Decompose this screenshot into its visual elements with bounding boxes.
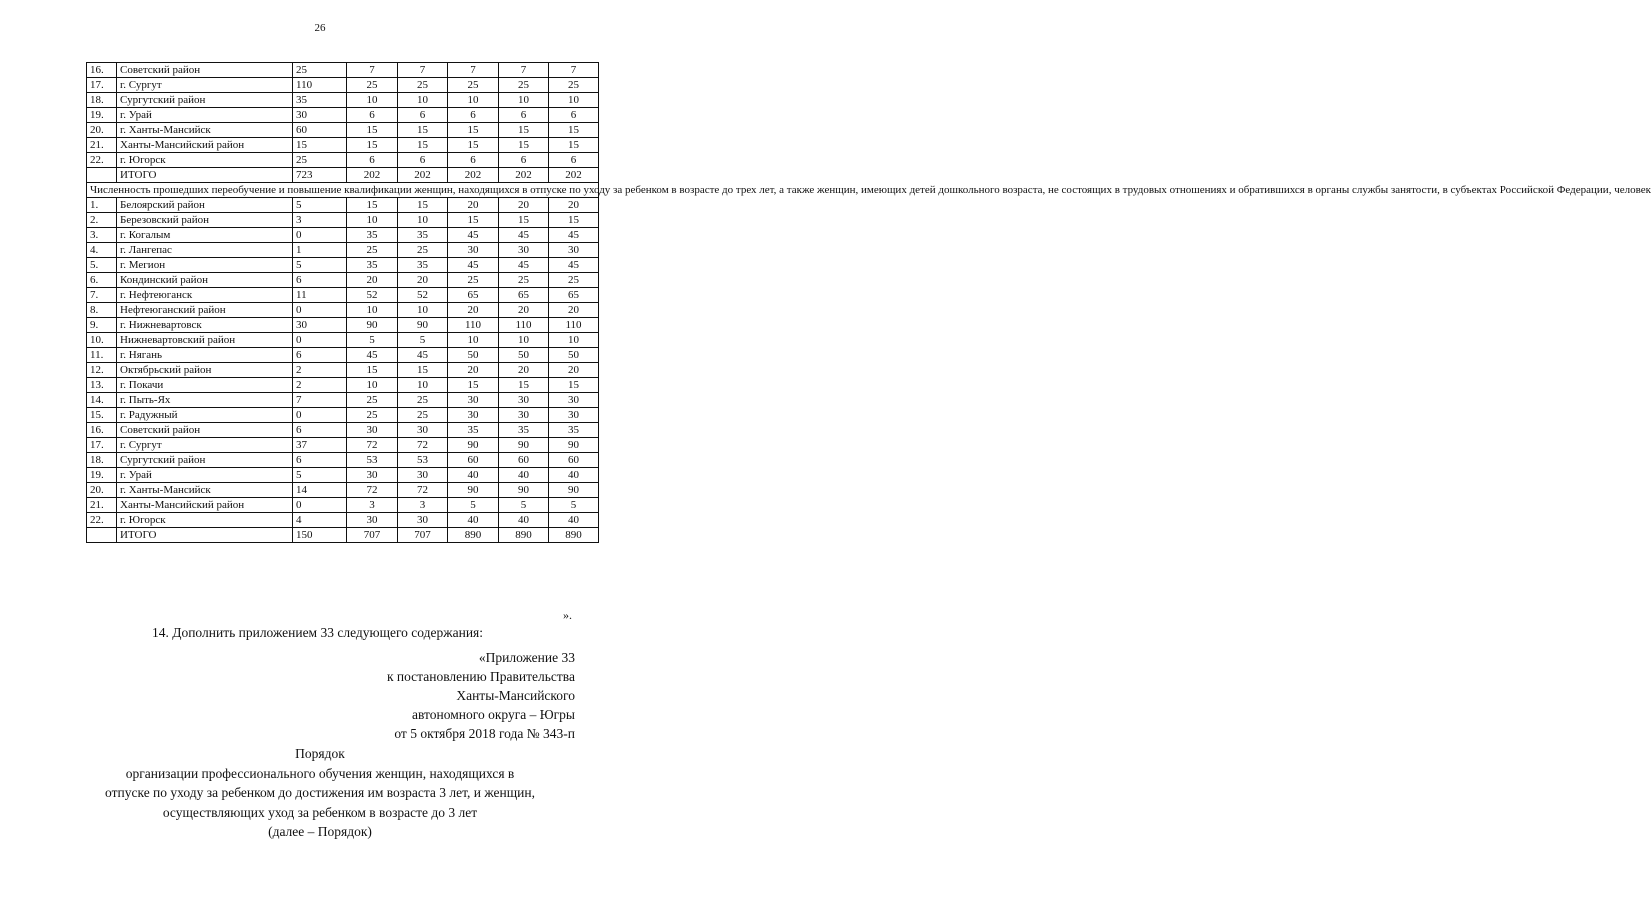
value-cell: 15 (499, 213, 549, 228)
value-cell: 707 (398, 528, 448, 543)
table-row (87, 108, 599, 123)
value-cell: 30 (499, 243, 549, 258)
region-name-cell: ИТОГО (117, 528, 293, 543)
value-cell: 30 (549, 393, 599, 408)
value-cell: 30 (347, 423, 398, 438)
table-row (87, 213, 599, 228)
row-number-cell: 8. (87, 303, 117, 318)
value-cell: 60 (499, 453, 549, 468)
value-cell: 10 (398, 378, 448, 393)
value-cell: 1 (293, 243, 347, 258)
row-number-cell: 18. (87, 93, 117, 108)
table-row (87, 273, 599, 288)
appendix-line: к постановлению Правительства (386, 669, 575, 684)
value-cell: 65 (448, 288, 499, 303)
value-cell: 20 (448, 303, 499, 318)
row-number-cell: 2. (87, 213, 117, 228)
value-cell: 10 (448, 333, 499, 348)
value-cell: 7 (347, 63, 398, 78)
title-line: организации профессионального обучения женщин, находящихся в (125, 765, 515, 781)
value-cell: 11 (293, 288, 347, 303)
value-cell: 15 (293, 138, 347, 153)
value-cell: 25 (549, 273, 599, 288)
value-cell: 35 (293, 93, 347, 108)
value-cell: 35 (549, 423, 599, 438)
value-cell: 35 (347, 258, 398, 273)
row-number-cell: 1. (87, 198, 117, 213)
table-row (87, 393, 599, 408)
value-cell: 6 (499, 108, 549, 123)
table-row (87, 333, 599, 348)
value-cell: 7 (293, 393, 347, 408)
value-cell: 20 (448, 363, 499, 378)
table-row (87, 303, 599, 318)
row-number-cell (87, 168, 117, 183)
table-row (87, 498, 599, 513)
value-cell: 15 (448, 213, 499, 228)
value-cell: 45 (499, 228, 549, 243)
value-cell: 15 (549, 378, 599, 393)
value-cell: 6 (293, 273, 347, 288)
value-cell: 10 (347, 303, 398, 318)
value-cell: 3 (398, 498, 448, 513)
value-cell: 10 (347, 378, 398, 393)
value-cell: 20 (549, 303, 599, 318)
value-cell: 20 (448, 198, 499, 213)
region-name-cell: г. Когалым (117, 228, 293, 243)
value-cell: 90 (549, 483, 599, 498)
appendix-line: автономного округа – Югры (412, 707, 575, 722)
statistics-table (86, 62, 1651, 543)
table-row (87, 408, 599, 423)
value-cell: 45 (549, 258, 599, 273)
value-cell: 90 (347, 318, 398, 333)
region-name-cell: г. Ханты-Мансийск (117, 483, 293, 498)
row-number-cell: 9. (87, 318, 117, 333)
appendix-header (275, 648, 575, 743)
title-line: (далее – Порядок) (268, 824, 372, 839)
row-number-cell: 7. (87, 288, 117, 303)
region-name-cell: Советский район (117, 63, 293, 78)
region-name-cell: Нефтеюганский район (117, 303, 293, 318)
value-cell: 25 (347, 78, 398, 93)
value-cell: 65 (499, 288, 549, 303)
value-cell: 25 (293, 63, 347, 78)
value-cell: 890 (499, 528, 549, 543)
value-cell: 6 (448, 153, 499, 168)
value-cell: 10 (499, 333, 549, 348)
value-cell: 6 (499, 153, 549, 168)
value-cell: 90 (448, 483, 499, 498)
value-cell: 0 (293, 333, 347, 348)
value-cell: 10 (398, 213, 448, 228)
value-cell: 15 (347, 198, 398, 213)
value-cell: 15 (398, 123, 448, 138)
table-row (87, 468, 599, 483)
value-cell: 72 (398, 438, 448, 453)
value-cell: 45 (448, 258, 499, 273)
value-cell: 25 (448, 273, 499, 288)
region-name-cell: г. Сургут (117, 78, 293, 93)
value-cell: 30 (448, 243, 499, 258)
table-row (87, 453, 599, 468)
value-cell: 60 (293, 123, 347, 138)
region-name-cell: г. Югорск (117, 153, 293, 168)
row-number-cell: 11. (87, 348, 117, 363)
value-cell: 15 (448, 123, 499, 138)
value-cell: 35 (499, 423, 549, 438)
value-cell: 6 (398, 153, 448, 168)
value-cell: 150 (293, 528, 347, 543)
value-cell: 35 (448, 423, 499, 438)
row-number-cell: 17. (87, 438, 117, 453)
value-cell: 30 (347, 468, 398, 483)
region-name-cell: Белоярский район (117, 198, 293, 213)
value-cell: 90 (499, 438, 549, 453)
value-cell: 25 (347, 408, 398, 423)
value-cell: 20 (499, 303, 549, 318)
value-cell: 25 (499, 78, 549, 93)
value-cell: 5 (398, 333, 448, 348)
value-cell: 5 (347, 333, 398, 348)
table-row (87, 483, 599, 498)
region-name-cell: г. Лангепас (117, 243, 293, 258)
value-cell: 40 (448, 513, 499, 528)
value-cell: 6 (398, 108, 448, 123)
region-name-cell: Березовский район (117, 213, 293, 228)
value-cell: 10 (448, 93, 499, 108)
value-cell: 707 (347, 528, 398, 543)
value-cell: 15 (347, 363, 398, 378)
row-number-cell: 21. (87, 138, 117, 153)
table-row (87, 318, 599, 333)
value-cell: 40 (549, 513, 599, 528)
value-cell: 10 (398, 93, 448, 108)
value-cell: 20 (398, 273, 448, 288)
value-cell: 40 (499, 468, 549, 483)
table-row (87, 228, 599, 243)
title-line: осуществляющих уход за ребенком в возрасте до 3 лет (162, 804, 478, 820)
value-cell: 30 (448, 408, 499, 423)
region-name-cell: Нижневартовский район (117, 333, 293, 348)
value-cell: 60 (448, 453, 499, 468)
table-bottom-section (87, 198, 599, 543)
value-cell: 30 (347, 513, 398, 528)
row-number-cell: 20. (87, 483, 117, 498)
value-cell: 25 (549, 78, 599, 93)
value-cell: 90 (499, 483, 549, 498)
value-cell: 15 (347, 138, 398, 153)
value-cell: 723 (293, 168, 347, 183)
document-title-block (60, 744, 580, 842)
value-cell: 110 (549, 318, 599, 333)
value-cell: 40 (499, 513, 549, 528)
value-cell: 25 (398, 408, 448, 423)
value-cell: 6 (347, 108, 398, 123)
value-cell: 45 (347, 348, 398, 363)
region-name-cell: г. Мегион (117, 258, 293, 273)
table-row (87, 438, 599, 453)
row-number-cell: 20. (87, 123, 117, 138)
table-row (87, 423, 599, 438)
value-cell: 37 (293, 438, 347, 453)
row-number-cell: 17. (87, 78, 117, 93)
value-cell: 20 (549, 363, 599, 378)
title-line: отпуске по уходу за ребенком до достижения им возраста 3 лет, и женщин, (105, 785, 535, 800)
value-cell: 5 (293, 258, 347, 273)
row-number-cell: 19. (87, 108, 117, 123)
value-cell: 5 (499, 498, 549, 513)
value-cell: 15 (448, 138, 499, 153)
table-row (87, 288, 599, 303)
value-cell: 15 (398, 198, 448, 213)
value-cell: 25 (293, 153, 347, 168)
row-number-cell: 13. (87, 378, 117, 393)
row-number-cell (87, 528, 117, 543)
value-cell: 35 (398, 228, 448, 243)
value-cell: 30 (398, 468, 448, 483)
value-cell: 15 (398, 363, 448, 378)
value-cell: 15 (398, 138, 448, 153)
item-14-text: 14. Дополнить приложением 33 следующего содержания: (152, 625, 484, 640)
value-cell: 5 (293, 198, 347, 213)
appendix-line: «Приложение 33 (478, 650, 575, 665)
value-cell: 15 (549, 123, 599, 138)
region-name-cell: г. Пыть-Ях (117, 393, 293, 408)
table-row (87, 153, 599, 168)
value-cell: 53 (398, 453, 448, 468)
table-row (87, 348, 599, 363)
region-name-cell: г. Сургут (117, 438, 293, 453)
value-cell: 15 (499, 378, 549, 393)
value-cell: 90 (549, 438, 599, 453)
row-number-cell: 12. (87, 363, 117, 378)
value-cell: 90 (448, 438, 499, 453)
value-cell: 7 (398, 63, 448, 78)
region-name-cell: г. Радужный (117, 408, 293, 423)
value-cell: 50 (448, 348, 499, 363)
region-name-cell: Октябрьский район (117, 363, 293, 378)
region-name-cell: Советский район (117, 423, 293, 438)
value-cell: 25 (499, 273, 549, 288)
title-heading: Порядок (295, 746, 345, 761)
appendix-line: от 5 октября 2018 года № 343-п (394, 726, 575, 741)
caption-row (87, 183, 599, 198)
value-cell: 45 (398, 348, 448, 363)
value-cell: 6 (347, 153, 398, 168)
value-cell: 72 (398, 483, 448, 498)
value-cell: 110 (293, 78, 347, 93)
value-cell: 30 (293, 108, 347, 123)
value-cell: 50 (499, 348, 549, 363)
table-row (87, 378, 599, 393)
row-number-cell: 3. (87, 228, 117, 243)
value-cell: 72 (347, 438, 398, 453)
value-cell: 45 (499, 258, 549, 273)
value-cell: 6 (549, 153, 599, 168)
row-number-cell: 10. (87, 333, 117, 348)
row-number-cell: 4. (87, 243, 117, 258)
row-number-cell: 5. (87, 258, 117, 273)
value-cell: 65 (549, 288, 599, 303)
value-cell: 25 (398, 393, 448, 408)
region-name-cell: г. Нижневартовск (117, 318, 293, 333)
value-cell: 202 (347, 168, 398, 183)
value-cell: 45 (549, 228, 599, 243)
value-cell: 40 (448, 468, 499, 483)
value-cell: 53 (347, 453, 398, 468)
region-name-cell: г. Югорск (117, 513, 293, 528)
value-cell: 25 (398, 243, 448, 258)
value-cell: 3 (347, 498, 398, 513)
value-cell: 30 (549, 243, 599, 258)
value-cell: 202 (448, 168, 499, 183)
value-cell: 7 (499, 63, 549, 78)
region-name-cell: г. Нягань (117, 348, 293, 363)
table-row (87, 93, 599, 108)
value-cell: 15 (549, 138, 599, 153)
value-cell: 3 (293, 213, 347, 228)
table-row (87, 123, 599, 138)
region-name-cell: Ханты-Мансийский район (117, 138, 293, 153)
value-cell: 25 (347, 243, 398, 258)
value-cell: 0 (293, 408, 347, 423)
page-number: 26 (314, 22, 326, 34)
row-number-cell: 22. (87, 153, 117, 168)
region-name-cell: ИТОГО (117, 168, 293, 183)
row-number-cell: 22. (87, 513, 117, 528)
row-number-cell: 14. (87, 393, 117, 408)
value-cell: 5 (549, 498, 599, 513)
value-cell: 10 (549, 93, 599, 108)
value-cell: 50 (549, 348, 599, 363)
appendix-line: Ханты-Мансийского (456, 688, 575, 703)
region-name-cell: г. Урай (117, 108, 293, 123)
value-cell: 20 (499, 198, 549, 213)
table-row (87, 513, 599, 528)
value-cell: 6 (293, 423, 347, 438)
value-cell: 90 (398, 318, 448, 333)
row-number-cell: 16. (87, 63, 117, 78)
table-row (87, 138, 599, 153)
table-top-section (87, 63, 599, 183)
value-cell: 52 (347, 288, 398, 303)
value-cell: 202 (499, 168, 549, 183)
value-cell: 6 (448, 108, 499, 123)
row-number-cell: 15. (87, 408, 117, 423)
closing-quote: ». (563, 608, 572, 622)
value-cell: 25 (347, 393, 398, 408)
value-cell: 30 (448, 393, 499, 408)
value-cell: 10 (549, 333, 599, 348)
value-cell: 2 (293, 363, 347, 378)
value-cell: 25 (448, 78, 499, 93)
value-cell: 30 (293, 318, 347, 333)
value-cell: 20 (499, 363, 549, 378)
value-cell: 15 (499, 138, 549, 153)
region-name-cell: г. Урай (117, 468, 293, 483)
value-cell: 30 (499, 393, 549, 408)
region-name-cell: г. Нефтеюганск (117, 288, 293, 303)
value-cell: 60 (549, 453, 599, 468)
value-cell: 30 (398, 513, 448, 528)
value-cell: 0 (293, 228, 347, 243)
value-cell: 6 (549, 108, 599, 123)
value-cell: 2 (293, 378, 347, 393)
value-cell: 110 (499, 318, 549, 333)
table-row (87, 78, 599, 93)
value-cell: 15 (499, 123, 549, 138)
value-cell: 25 (398, 78, 448, 93)
value-cell: 5 (293, 468, 347, 483)
table-caption: Численность прошедших переобучение и повышение квалификации женщин, находящихся в отпуске по уходу за ребенком в возрасте до трех лет, а также женщин, имеющих детей дошкольного возраста, не состоящих в трудовых отношениях и обратившихся в органы службы занятости, в субъектах Российской Федерации, человек (87, 183, 599, 198)
value-cell: 0 (293, 303, 347, 318)
table-row (87, 258, 599, 273)
value-cell: 7 (448, 63, 499, 78)
value-cell: 7 (549, 63, 599, 78)
region-name-cell: Сургутский район (117, 93, 293, 108)
row-number-cell: 16. (87, 423, 117, 438)
value-cell: 35 (398, 258, 448, 273)
value-cell: 15 (347, 123, 398, 138)
region-name-cell: г. Покачи (117, 378, 293, 393)
value-cell: 15 (549, 213, 599, 228)
value-cell: 0 (293, 498, 347, 513)
row-number-cell: 18. (87, 453, 117, 468)
value-cell: 20 (347, 273, 398, 288)
table-row (87, 168, 599, 183)
value-cell: 202 (549, 168, 599, 183)
table-row (87, 363, 599, 378)
value-cell: 45 (448, 228, 499, 243)
table-row (87, 528, 599, 543)
value-cell: 6 (293, 348, 347, 363)
value-cell: 30 (499, 408, 549, 423)
table-row (87, 198, 599, 213)
region-name-cell: г. Ханты-Мансийск (117, 123, 293, 138)
value-cell: 10 (398, 303, 448, 318)
row-number-cell: 6. (87, 273, 117, 288)
value-cell: 72 (347, 483, 398, 498)
value-cell: 110 (448, 318, 499, 333)
value-cell: 20 (549, 198, 599, 213)
row-number-cell: 21. (87, 498, 117, 513)
value-cell: 10 (347, 93, 398, 108)
value-cell: 5 (448, 498, 499, 513)
value-cell: 40 (549, 468, 599, 483)
value-cell: 4 (293, 513, 347, 528)
region-name-cell: Кондинский район (117, 273, 293, 288)
table-row (87, 243, 599, 258)
value-cell: 10 (499, 93, 549, 108)
table-row (87, 63, 599, 78)
value-cell: 202 (398, 168, 448, 183)
value-cell: 890 (448, 528, 499, 543)
region-name-cell: Сургутский район (117, 453, 293, 468)
value-cell: 15 (448, 378, 499, 393)
value-cell: 6 (293, 453, 347, 468)
value-cell: 10 (347, 213, 398, 228)
row-number-cell: 19. (87, 468, 117, 483)
value-cell: 890 (549, 528, 599, 543)
value-cell: 35 (347, 228, 398, 243)
value-cell: 14 (293, 483, 347, 498)
region-name-cell: Ханты-Мансийский район (117, 498, 293, 513)
value-cell: 30 (549, 408, 599, 423)
value-cell: 30 (398, 423, 448, 438)
value-cell: 52 (398, 288, 448, 303)
